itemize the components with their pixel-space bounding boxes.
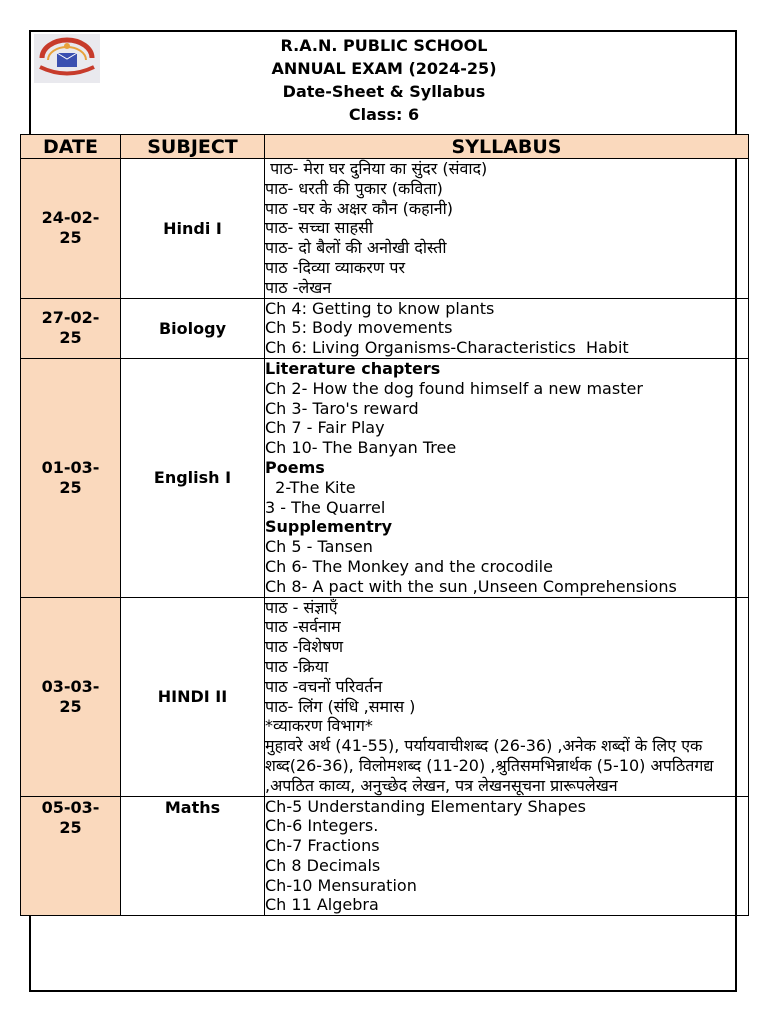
syllabus-item: 3 - The Quarrel (265, 497, 386, 517)
syllabus-item: Ch 3- Taro's reward (265, 398, 419, 418)
syllabus-item: पाठ- मेरा घर दुनिया का सुंदर (संवाद) (265, 159, 488, 178)
document-title: Date-Sheet & Syllabus (282, 82, 486, 101)
syllabus-section-heading: Poems (265, 457, 325, 477)
syllabus-section-heading: Supplementry (265, 517, 393, 537)
syllabus-item: Ch-10 Mensuration (265, 875, 417, 895)
syllabus-item: 2-The Kite (265, 477, 356, 497)
syllabus-cell (265, 358, 749, 597)
syllabus-item: Ch-7 Fractions (265, 836, 380, 856)
syllabus-item: Ch 7 - Fair Play (265, 418, 385, 438)
date-sheet-table (20, 134, 749, 916)
syllabus-item: पाठ -विशेषण (265, 637, 344, 657)
syllabus-item: पाठ -लेखन (265, 277, 332, 297)
syllabus-item: पाठ -क्रिया (265, 656, 329, 676)
syllabus-item: Ch-6 Integers. (265, 816, 379, 836)
syllabus-item: पाठ -दिव्या व्याकरण पर (265, 257, 406, 277)
exam-date: 05-03- 25 (21, 796, 121, 916)
syllabus-item: Ch 8 Decimals (265, 855, 381, 875)
column-header-subject: SUBJECT (121, 135, 265, 159)
exam-title: ANNUAL EXAM (2024-25) (271, 59, 497, 78)
exam-date: 01-03- 25 (21, 358, 121, 597)
subject-name: HINDI II (121, 597, 265, 796)
table-row (21, 358, 749, 597)
syllabus-item: Ch 2- How the dog found himself a new master (265, 378, 643, 398)
document-header (160, 34, 608, 126)
column-header-date: DATE (21, 135, 121, 159)
table-row (21, 159, 749, 299)
syllabus-cell (265, 597, 749, 796)
subject-name: Maths (121, 796, 265, 916)
school-name: R.A.N. PUBLIC SCHOOL (280, 36, 488, 55)
syllabus-item: Ch 5: Body movements (265, 318, 453, 338)
subject-name: English I (121, 358, 265, 597)
syllabus-item: पाठ- दो बैलों की अनोखी दोस्ती (265, 238, 447, 258)
syllabus-item: पाठ- धरती की पुकार (कविता) (265, 178, 443, 198)
syllabus-item: Ch 10- The Banyan Tree (265, 438, 457, 458)
column-header-syllabus: SYLLABUS (265, 135, 749, 159)
exam-date: 03-03- 25 (21, 597, 121, 796)
syllabus-item: Ch 4: Getting to know plants (265, 298, 495, 318)
syllabus-item: Ch 6- The Monkey and the crocodile (265, 556, 553, 576)
syllabus-item: Ch 5 - Tansen (265, 537, 373, 557)
syllabus-cell (265, 796, 749, 916)
class-label: Class: 6 (348, 105, 420, 124)
syllabus-item: मुहावरे अर्थ (41-55), पर्यायवाचीशब्द (26-36) ,अनेक शब्दों के लिए एक शब्द(26-36), विलोमशब्द (11-20) ,श्रुतिसमभिन्नार्थक (5-10) अपठितगद्य ,अपठित काव्य, अनुच्छेद लेखन, पत्र लेखनसूचना प्रारूपलेखन (265, 736, 714, 795)
syllabus-item: पाठ- लिंग (संधि ,समास ) (265, 696, 416, 716)
exam-date: 24-02- 25 (21, 159, 121, 299)
syllabus-item: पाठ - संज्ञाएँ (265, 597, 338, 617)
table-row (21, 298, 749, 358)
subject-name: Hindi I (121, 159, 265, 299)
syllabus-item: Ch 11 Algebra (265, 895, 379, 915)
syllabus-cell (265, 298, 749, 358)
syllabus-item: पाठ -घर के अक्षर कौन (कहानी) (265, 198, 454, 218)
syllabus-item: पाठ -सर्वनाम (265, 617, 341, 637)
syllabus-section-heading: Literature chapters (265, 358, 441, 378)
exam-date: 27-02- 25 (21, 298, 121, 358)
syllabus-item: Ch 8- A pact with the sun ,Unseen Comprehensions (265, 576, 677, 596)
school-logo (34, 34, 100, 83)
syllabus-item: पाठ -वचनों परिवर्तन (265, 676, 383, 696)
subject-name: Biology (121, 298, 265, 358)
table-header-row (21, 135, 749, 159)
syllabus-item: Ch 6: Living Organisms-Characteristics Habit (265, 338, 629, 358)
table-row (21, 597, 749, 796)
syllabus-cell (265, 159, 749, 299)
syllabus-item: Ch-5 Understanding Elementary Shapes (265, 796, 586, 816)
syllabus-item: *व्याकरण विभाग* (265, 716, 373, 736)
syllabus-item: पाठ- सच्चा साहसी (265, 218, 374, 238)
table-row (21, 796, 749, 916)
